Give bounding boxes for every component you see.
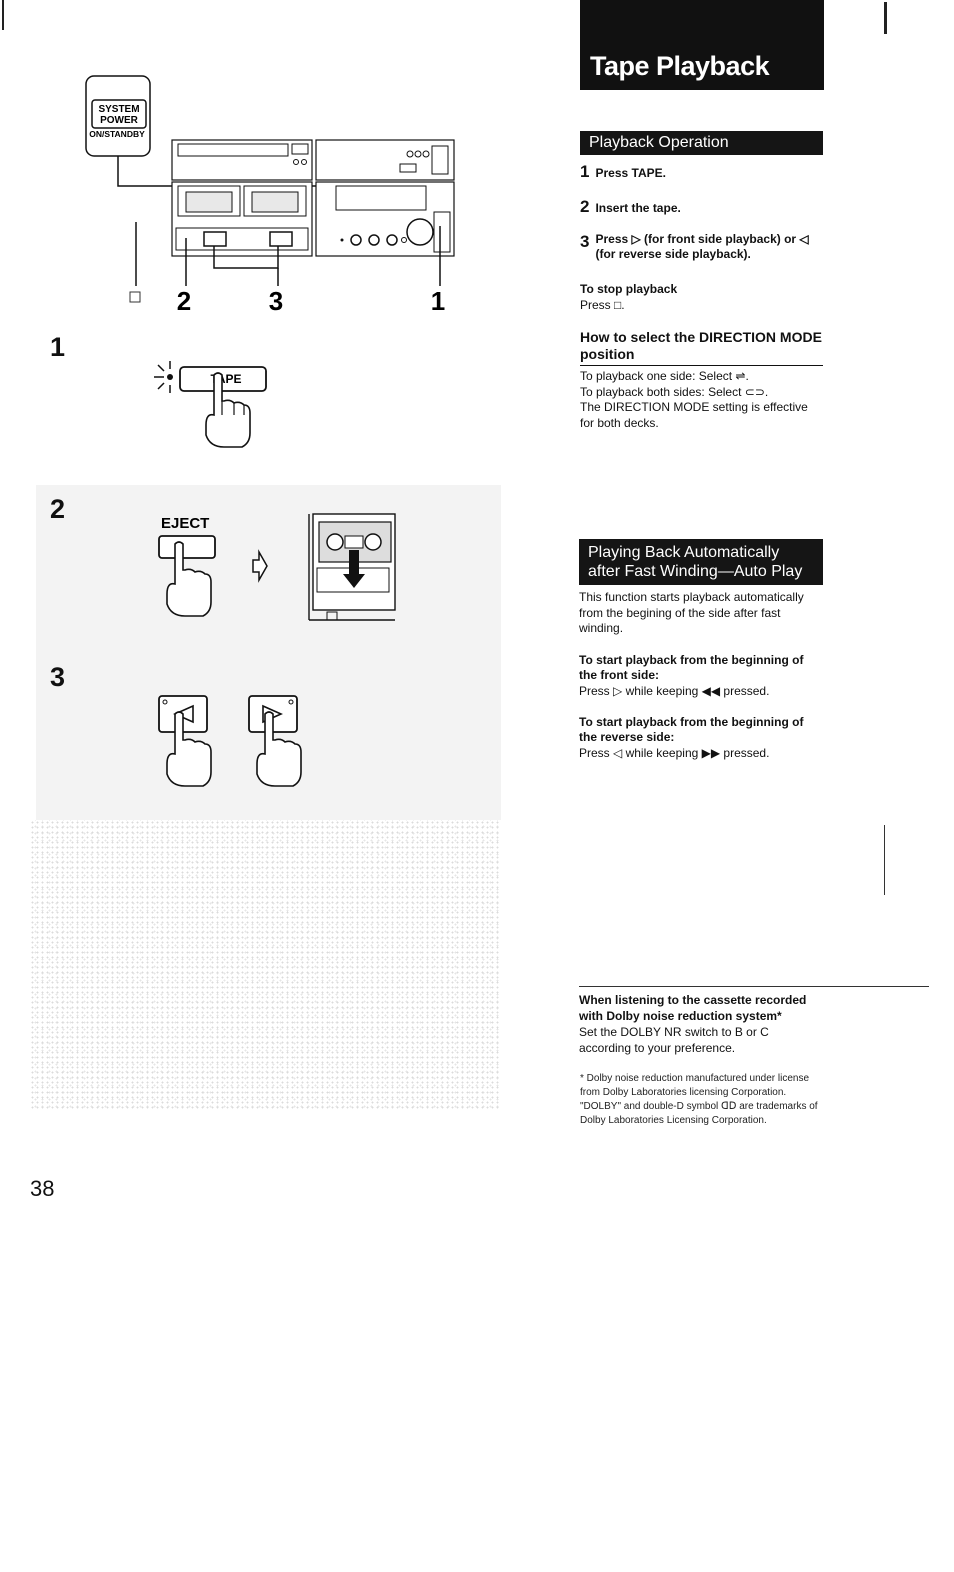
reverse-side-heading: To start playback from the beginning of the reverse side: — [579, 715, 804, 744]
step3-number: 3 — [50, 662, 66, 692]
dolby-text: Set the DOLBY NR switch to B or C according to your preference. — [579, 1025, 769, 1055]
callout-1: 1 — [430, 286, 446, 316]
callout-3: 3 — [268, 286, 284, 316]
title-bar — [580, 0, 824, 90]
page-edge-line — [2, 0, 4, 30]
page-title: Tape Playback — [590, 51, 770, 81]
halftone-area — [30, 820, 500, 1110]
tape-button-label: TAPE — [210, 372, 242, 386]
dolby-heading: When listening to the cassette recorded with Dolby noise reduction system* — [579, 993, 807, 1023]
step-1: 1 Press TAPE. — [580, 162, 666, 181]
system-power-label-2: POWER — [100, 115, 138, 126]
auto-play-heading-line2: after Fast Winding—Auto Play — [588, 563, 803, 580]
callout-2: 2 — [176, 286, 192, 316]
direction-mode-heading: How to select the DIRECTION MODE position — [580, 329, 823, 366]
system-power-label-1: SYSTEM — [98, 104, 140, 115]
stop-playback-heading: To stop playback — [580, 282, 678, 296]
front-side-text: Press ▷ while keeping ◀◀ pressed. — [579, 684, 770, 698]
playback-steps — [580, 162, 825, 262]
stereo-system-illustration — [80, 72, 460, 322]
margin-rule — [884, 825, 885, 895]
direction-line-2: To playback both sides: Select ⊂⊃. — [580, 384, 769, 399]
step-2: 2 Insert the tape. — [580, 197, 681, 216]
step2-number: 2 — [50, 494, 66, 524]
direction-mode-text — [580, 369, 825, 431]
playback-operation-heading: Playback Operation — [580, 131, 823, 155]
eject-illustration — [155, 510, 405, 625]
direction-line-1: To playback one side: Select ⇌. — [580, 369, 749, 383]
reverse-side-text: Press ◁ while keeping ▶▶ pressed. — [579, 746, 770, 760]
eject-label: EJECT — [161, 515, 210, 532]
dolby-rule — [579, 986, 929, 987]
stop-playback-text: Press □. — [580, 298, 625, 312]
step1-number: 1 — [50, 332, 66, 362]
step-3: 3 Press ▷ (for front side playback) or ◁ (for reverse side playback). — [580, 232, 809, 261]
on-standby-label: ON/STANDBY — [89, 129, 145, 139]
direction-line-3: The DIRECTION MODE setting is effective for both decks. — [580, 400, 808, 430]
auto-play-heading-line1: Playing Back Automatically — [588, 544, 780, 561]
page-number: 38 — [30, 1176, 55, 1201]
auto-play-intro: This function starts playback automatically from the begining of the side after fast winding. — [579, 590, 804, 635]
dolby-footnote: * Dolby noise reduction manufactured under license from Dolby Laboratories licensing Corporation. "DOLBY" and double-D symbol ᗡᗞ are trademarks of Dolby Laboratories Licensing Corporation. — [580, 1073, 818, 1126]
corner-bracket — [884, 2, 887, 34]
tape-button-illustration — [150, 355, 280, 450]
play-buttons-illustration — [155, 690, 315, 790]
front-side-heading: To start playback from the beginning of the front side: — [579, 653, 804, 682]
auto-play-heading — [579, 539, 823, 585]
